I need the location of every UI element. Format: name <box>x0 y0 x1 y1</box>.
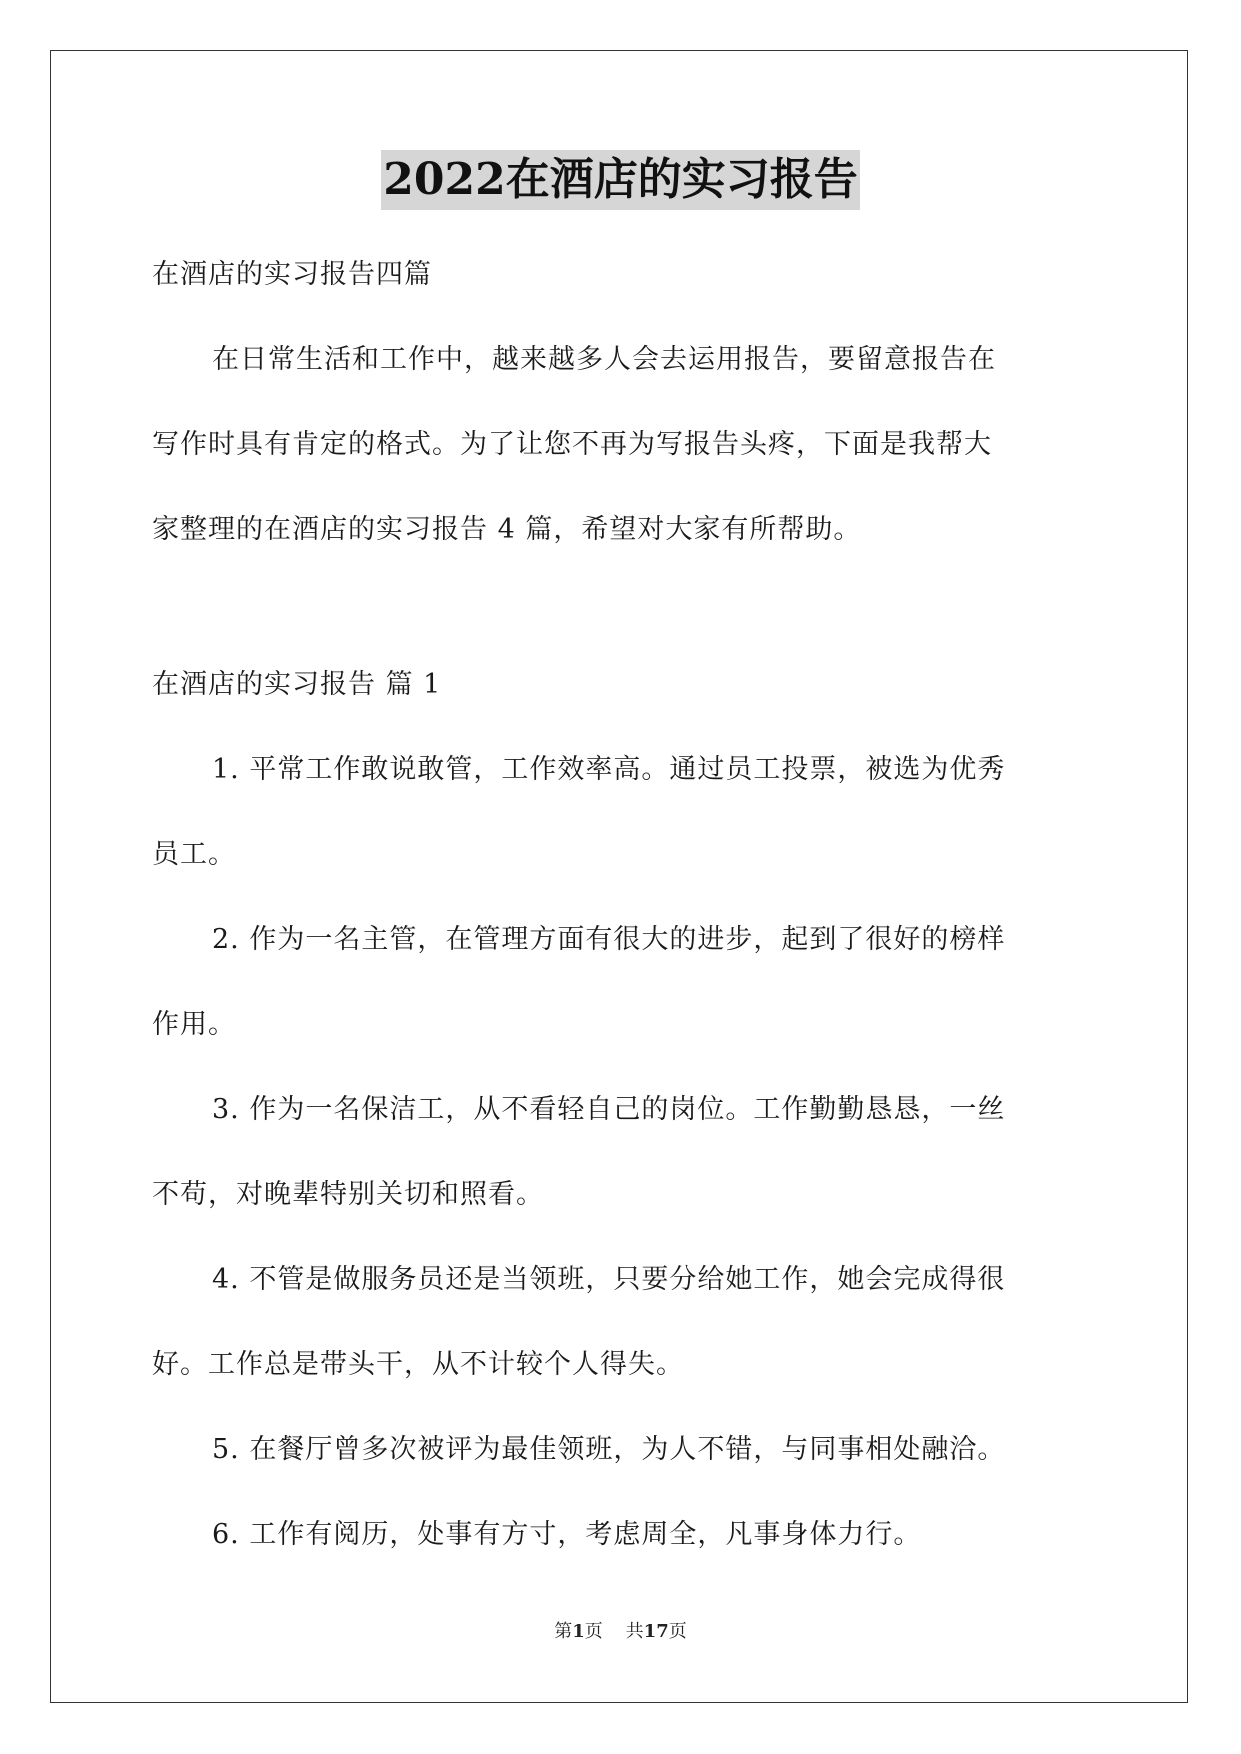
list-item-4: 4. 不管是做服务员还是当领班，只要分给她工作，她会完成得很 <box>212 1264 1006 1295</box>
list-item-4-continued: 好。工作总是带头干，从不计较个人得失。 <box>152 1349 684 1380</box>
list-item-1-continued: 员工。 <box>152 839 236 870</box>
title-container <box>0 150 1241 210</box>
section-heading: 在酒店的实习报告 篇 1 <box>152 669 442 700</box>
list-item-2-continued: 作用。 <box>152 1009 236 1040</box>
total-suffix: 页 <box>668 1621 687 1642</box>
list-item-1: 1. 平常工作敢说敢管，工作效率高。通过员工投票，被选为优秀 <box>212 754 1006 785</box>
page-prefix: 第 <box>554 1621 573 1642</box>
intro-line-2: 写作时具有肯定的格式。为了让您不再为写报告头疼，下面是我帮大 <box>152 429 992 460</box>
page-number: 1 <box>572 1621 585 1642</box>
list-item-3: 3. 作为一名保洁工，从不看轻自己的岗位。工作勤勤恳恳，一丝 <box>212 1094 1006 1125</box>
total-pages: 17 <box>643 1621 669 1642</box>
page-suffix: 页 <box>584 1621 603 1642</box>
list-item-2: 2. 作为一名主管，在管理方面有很大的进步，起到了很好的榜样 <box>212 924 1006 955</box>
section-spacer <box>152 572 1094 642</box>
subtitle: 在酒店的实习报告四篇 <box>152 259 432 290</box>
total-prefix: 共 <box>625 1621 644 1642</box>
list-item-6: 6. 工作有阅历，处事有方寸，考虑周全，凡事身体力行。 <box>212 1519 922 1550</box>
document-title: 2022在酒店的实习报告 <box>381 150 859 210</box>
document-body <box>152 232 1094 1577</box>
intro-line-1: 在日常生活和工作中，越来越多人会去运用报告，要留意报告在 <box>212 344 996 375</box>
list-item-3-continued: 不苟，对晚辈特别关切和照看。 <box>152 1179 544 1210</box>
list-item-5: 5. 在餐厅曾多次被评为最佳领班，为人不错，与同事相处融洽。 <box>212 1434 1006 1465</box>
page-footer <box>0 1617 1241 1643</box>
intro-line-3: 家整理的在酒店的实习报告 4 篇，希望对大家有所帮助。 <box>152 514 862 545</box>
